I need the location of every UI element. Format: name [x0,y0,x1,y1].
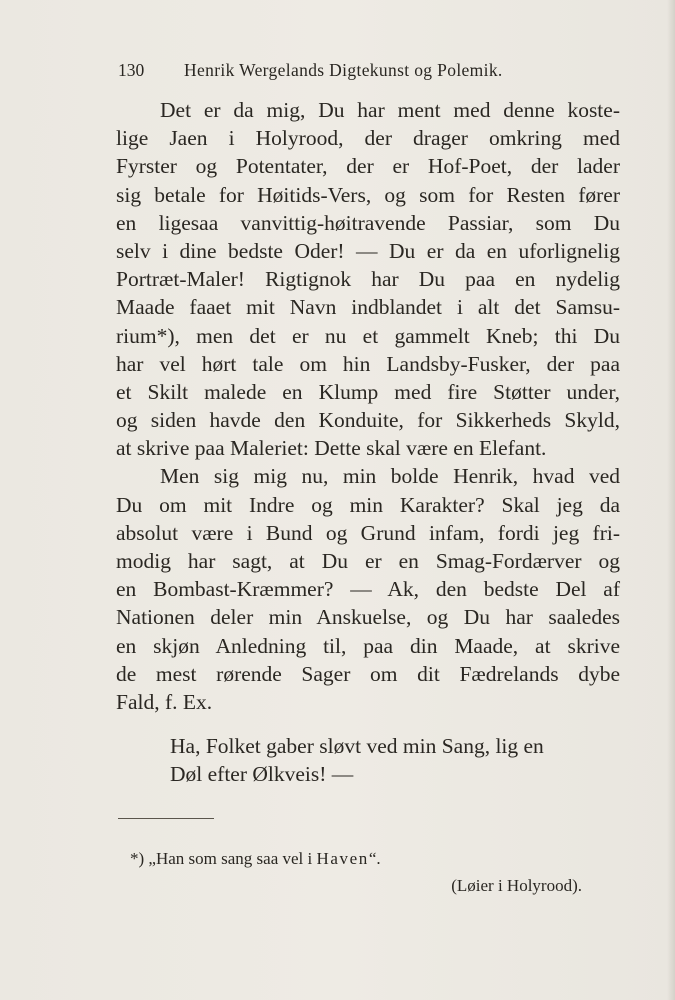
running-header [118,57,564,83]
text-line-2: lige Jaen i Holyrood, der drager omkring med [116,126,620,151]
text-line-12: og siden havde den Konduite, for Sikkerheds Skyld, [116,408,620,433]
main-text-block [116,96,620,716]
text-line-22: Fald, f. Ex. [116,689,213,714]
text-line-15: Du om mit Indre og min Karakter? Skal jeg da [116,492,620,517]
text-line-11: et Skilt malede en Klump med fire Støtter under, [116,379,620,404]
footnote-marker: *) [130,849,145,868]
footnote-attribution: (Løier i Holyrood). [451,876,582,895]
verse-quotation [116,732,620,788]
text-line-4: sig betale for Høitids-Vers, og som for Resten fører [116,182,620,207]
text-line-10: har vel hørt tale om hin Landsby-Fusker, der paa [116,351,620,376]
text-line-13: at skrive paa Maleriet: Dette skal være en Elefant. [116,436,547,461]
text-line-1: Det er da mig, Du har ment med denne koste- [160,98,620,122]
text-line-7: Portræt-Maler! Rigtignok har Du paa en nydelig [116,267,620,292]
text-line-14: Men sig mig nu, min bolde Henrik, hvad ved [160,464,620,489]
text-line-9: rium*), men det er nu et gammelt Kneb; thi Du [116,323,620,348]
footnote-quote-close: “. [368,849,381,868]
text-line-20: en skjøn Anledning til, paa din Maade, at skrive [116,633,620,658]
text-line-19: Nationen deler min Anskuelse, og Du har saaledes [116,605,620,630]
footnote-divider [118,818,214,819]
footnote-line-1 [130,845,590,872]
footnote-quote-open: „Han som sang saa vel i [148,849,317,868]
footnote [130,845,590,899]
text-line-8: Maade faaet mit Navn indblandet i alt det Samsu- [116,295,620,320]
text-line-18: en Bombast-Kræmmer? — Ak, den bedste Del af [116,577,620,602]
text-line-5: en ligesaa vanvittig-høitravende Passiar, som Du [116,210,620,235]
text-line-16: absolut være i Bund og Grund infam, fordi jeg fri- [116,520,620,545]
verse-line-1: Ha, Folket gaber sløvt ved min Sang, lig en [170,734,544,758]
page-number: 130 [118,60,145,80]
text-line-3: Fyrster og Potentater, der er Hof-Poet, der lader [116,154,620,179]
text-line-21: de mest rørende Sager om dit Fædrelands dybe [116,661,620,686]
text-line-17: modig har sagt, at Du er en Smag-Fordærver og [116,549,620,573]
page-edge-shadow [667,0,675,1000]
verse-line-2: Døl efter Ølkveis! — [170,762,354,787]
footnote-quote-spaced: Haven [316,849,369,868]
text-line-6: selv i dine bedste Oder! — Du er da en uforlignelig [116,238,620,263]
running-title: Henrik Wergelands Digtekunst og Polemik. [184,60,503,80]
